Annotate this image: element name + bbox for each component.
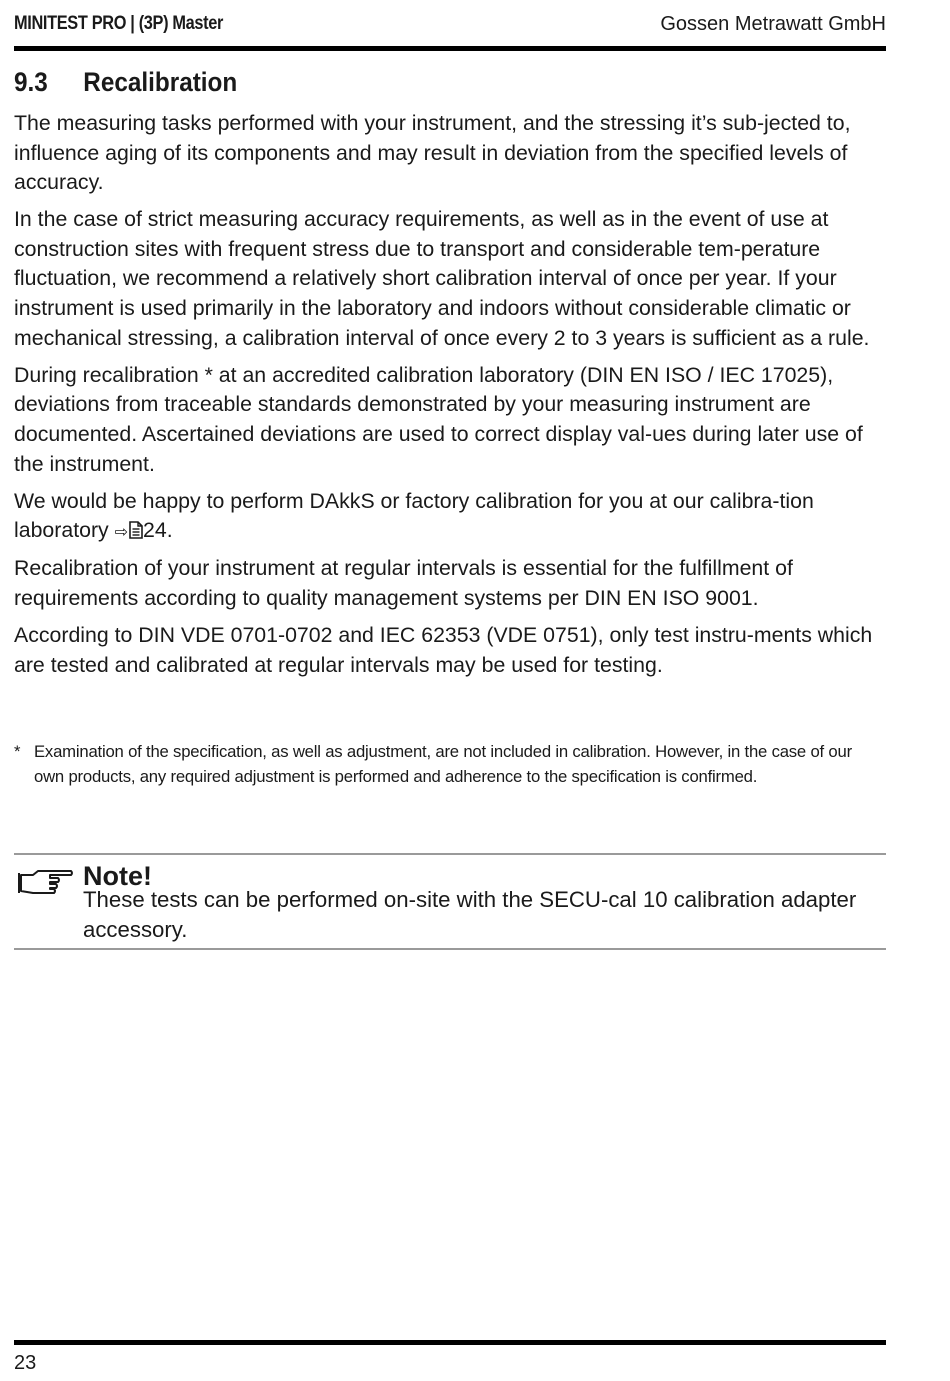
header-divider [14, 46, 886, 51]
company-name: Gossen Metrawatt GmbH [660, 13, 886, 35]
sentence-end: . [166, 518, 173, 543]
paragraph: Recalibration of your instrument at regular intervals is essential for the fulfillment of requirements according to quality management systems per DIN EN ISO 9001. [14, 556, 793, 610]
arrow-right-icon: ⇨ [114, 522, 129, 542]
page-reference-link[interactable] [115, 518, 167, 542]
document-title: MINITEST PRO | (3P) Master [14, 13, 223, 34]
footnote-text: Examination of the specification, as well as adjustment, are not included in calibration. However, in the case of our own products, any required adjustment is performed and adherence to the specification is confirmed. [34, 742, 852, 786]
page-header [14, 10, 886, 40]
footer-divider [14, 1340, 886, 1345]
paragraph-with-reference [14, 487, 888, 547]
paragraph: In the case of strict measuring accuracy requirements, as well as in the event of use at construction sites with frequent stress due to transport and considerable tem-perature fluctuation, we recommend a relatively short calibration interval of once per year. If your instrument is used primarily in the laboratory and indoors without considerable climatic or mechanical stressing, a calibration interval of once every 2 to 3 years is sufficient as a rule. [14, 207, 870, 350]
section-heading [14, 67, 237, 98]
section-title: Recalibration [83, 67, 238, 97]
page-number: 23 [14, 1352, 37, 1374]
document-page-icon [129, 521, 143, 539]
reference-page-number: 24 [143, 518, 167, 543]
note-box [14, 853, 886, 950]
note-text: These tests can be performed on-site with the SECU-cal 10 calibration adapter accessory. [83, 887, 857, 942]
section-body [14, 109, 888, 680]
paragraph: During recalibration * at an accredited calibration laboratory (DIN EN ISO / IEC 17025), deviations from traceable standards demonstrated by your measuring instrument are documented. Ascertained deviations are used to correct display val-ues during later use of the instrument. [14, 362, 863, 476]
footnote-marker: * [14, 742, 21, 761]
paragraph-text: We would be happy to perform DAkkS or factory calibration for you at our calibra-tion laboratory [14, 488, 814, 543]
pointing-hand-icon [18, 867, 74, 895]
section-number: 9.3 [14, 67, 48, 97]
footnote [14, 740, 886, 789]
paragraph: The measuring tasks performed with your instrument, and the stressing it’s sub-jected to, influence aging of its components and may result in deviation from the specified levels of accuracy. [14, 111, 851, 195]
paragraph: According to DIN VDE 0701-0702 and IEC 62353 (VDE 0751), only test instru-ments which are tested and calibrated at regular intervals may be used for testing. [14, 623, 873, 677]
note-title: Note! [83, 861, 152, 891]
